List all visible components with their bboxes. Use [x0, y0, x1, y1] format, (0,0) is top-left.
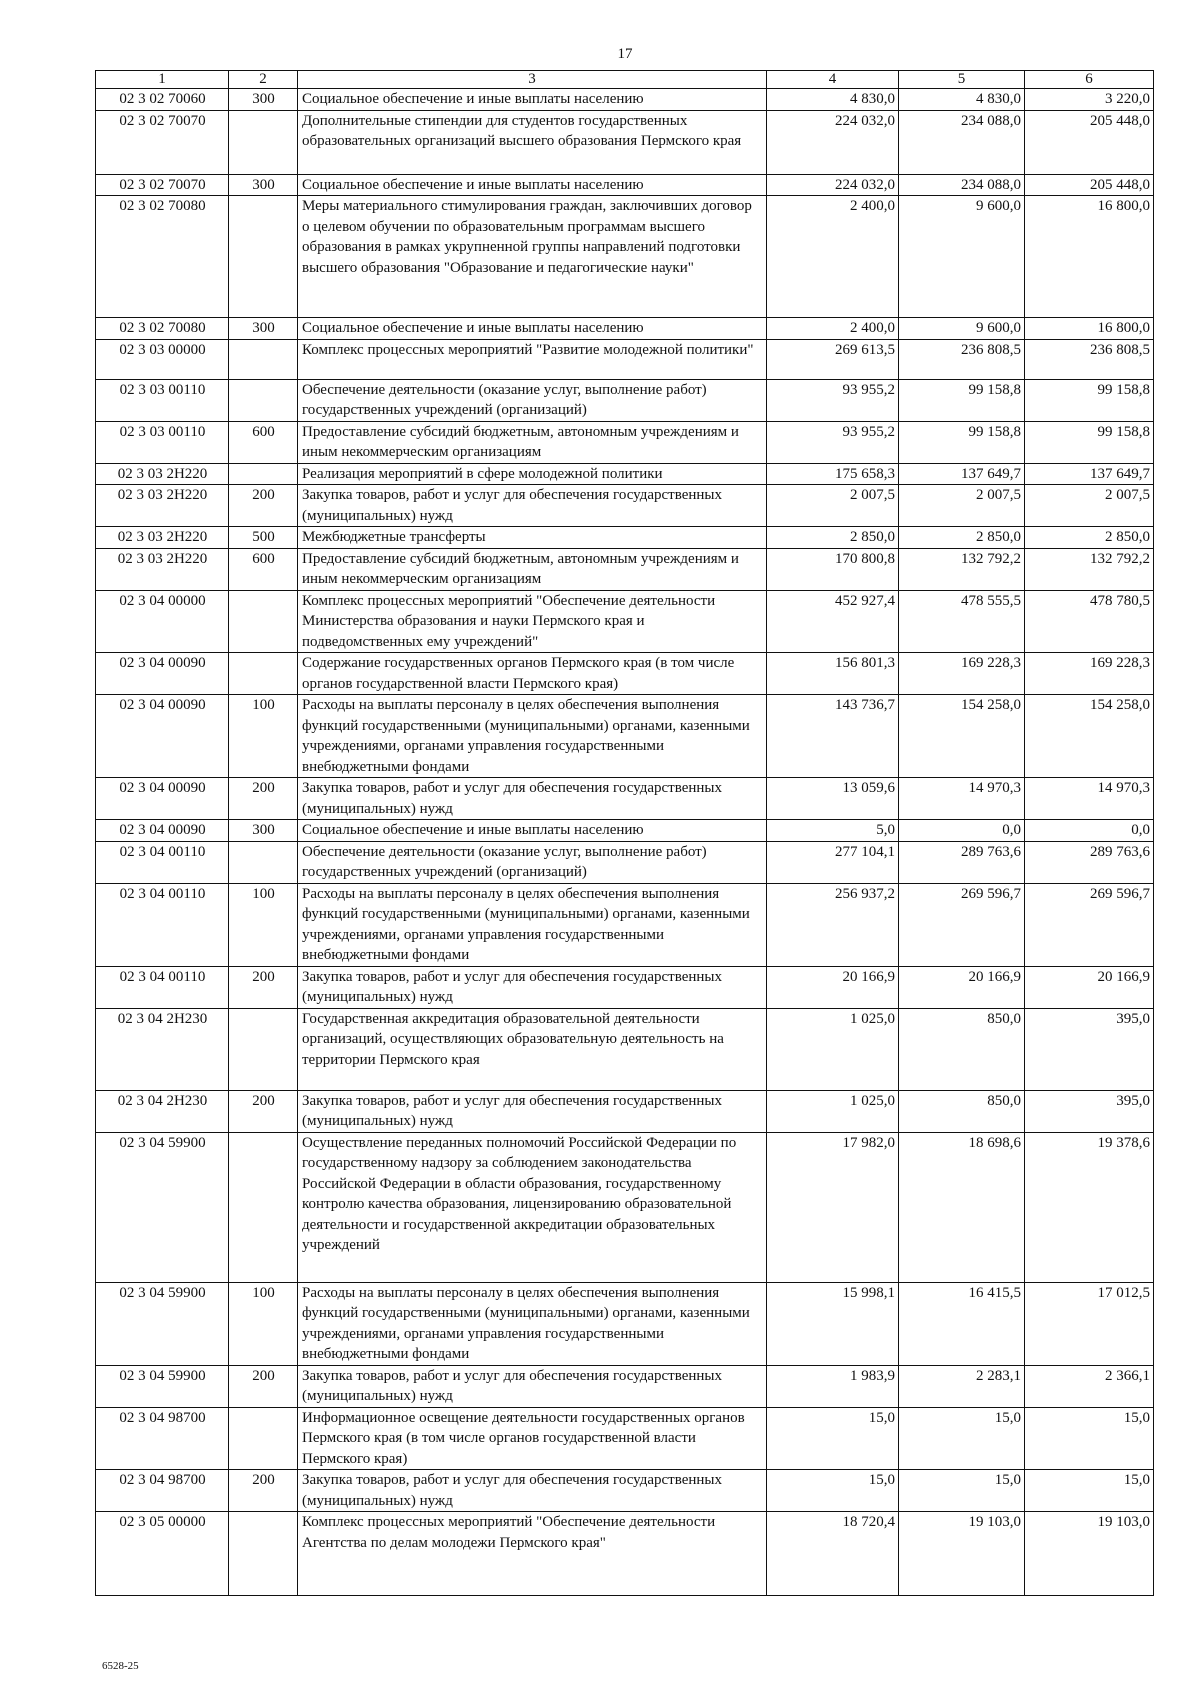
- cell-code: 02 3 02 70080: [96, 196, 229, 318]
- cell-value-col5: 234 088,0: [899, 174, 1025, 196]
- cell-code: 02 3 04 2Н230: [96, 1008, 229, 1090]
- cell-expense-type: [229, 590, 298, 653]
- cell-code: 02 3 04 98700: [96, 1407, 229, 1470]
- cell-expense-type: [229, 196, 298, 318]
- cell-expense-type: 200: [229, 1090, 298, 1132]
- table-row: [96, 110, 1154, 174]
- cell-value-col6: 205 448,0: [1025, 110, 1154, 174]
- cell-code: 02 3 04 98700: [96, 1470, 229, 1512]
- cell-code: 02 3 03 00110: [96, 379, 229, 421]
- cell-description: Содержание государственных органов Пермского края (в том числе органов государственной власти Пермского края): [298, 653, 767, 695]
- cell-value-col5: 19 103,0: [899, 1512, 1025, 1596]
- cell-code: 02 3 04 00090: [96, 695, 229, 778]
- cell-value-col5: 289 763,6: [899, 841, 1025, 883]
- table-row: [96, 527, 1154, 549]
- cell-code: 02 3 05 00000: [96, 1512, 229, 1596]
- cell-value-col4: 1 025,0: [767, 1090, 899, 1132]
- cell-value-col5: 16 415,5: [899, 1282, 1025, 1365]
- cell-value-col5: 154 258,0: [899, 695, 1025, 778]
- cell-code: 02 3 03 2Н220: [96, 527, 229, 549]
- cell-description: Социальное обеспечение и иные выплаты населению: [298, 820, 767, 842]
- table-row: [96, 196, 1154, 318]
- cell-value-col4: 256 937,2: [767, 883, 899, 966]
- cell-description: Социальное обеспечение и иные выплаты населению: [298, 174, 767, 196]
- cell-code: 02 3 04 59900: [96, 1365, 229, 1407]
- cell-description: Межбюджетные трансферты: [298, 527, 767, 549]
- cell-value-col4: 93 955,2: [767, 421, 899, 463]
- table-row: [96, 548, 1154, 590]
- cell-value-col5: 14 970,3: [899, 778, 1025, 820]
- column-header: 4: [767, 71, 899, 89]
- cell-code: 02 3 04 59900: [96, 1282, 229, 1365]
- cell-code: 02 3 04 00000: [96, 590, 229, 653]
- cell-expense-type: 300: [229, 89, 298, 111]
- cell-value-col5: 20 166,9: [899, 966, 1025, 1008]
- cell-expense-type: [229, 841, 298, 883]
- cell-value-col5: 18 698,6: [899, 1132, 1025, 1282]
- cell-description: Закупка товаров, работ и услуг для обеспечения государственных (муниципальных) нужд: [298, 778, 767, 820]
- cell-expense-type: 300: [229, 820, 298, 842]
- cell-value-col4: 15 998,1: [767, 1282, 899, 1365]
- cell-value-col6: 15,0: [1025, 1407, 1154, 1470]
- cell-expense-type: 200: [229, 966, 298, 1008]
- table-row: [96, 485, 1154, 527]
- cell-value-col5: 132 792,2: [899, 548, 1025, 590]
- cell-code: 02 3 02 70070: [96, 110, 229, 174]
- cell-description: Расходы на выплаты персоналу в целях обеспечения выполнения функций государственными (муниципальными) органами, казенными учреждениями, органами управления государственными внебюджетными фондами: [298, 1282, 767, 1365]
- table-row: [96, 778, 1154, 820]
- cell-code: 02 3 02 70070: [96, 174, 229, 196]
- cell-value-col4: 143 736,7: [767, 695, 899, 778]
- cell-value-col6: 289 763,6: [1025, 841, 1154, 883]
- table-row: [96, 463, 1154, 485]
- cell-expense-type: [229, 1008, 298, 1090]
- table-row: [96, 339, 1154, 379]
- cell-value-col6: 137 649,7: [1025, 463, 1154, 485]
- cell-value-col6: 19 103,0: [1025, 1512, 1154, 1596]
- cell-value-col6: 20 166,9: [1025, 966, 1154, 1008]
- cell-value-col6: 2 850,0: [1025, 527, 1154, 549]
- document-code: 6528-25: [102, 1660, 139, 1672]
- cell-value-col5: 15,0: [899, 1407, 1025, 1470]
- cell-value-col4: 2 850,0: [767, 527, 899, 549]
- cell-description: Расходы на выплаты персоналу в целях обеспечения выполнения функций государственными (муниципальными) органами, казенными учреждениями, органами управления государственными внебюджетными фондами: [298, 883, 767, 966]
- cell-expense-type: 600: [229, 421, 298, 463]
- cell-value-col5: 4 830,0: [899, 89, 1025, 111]
- cell-expense-type: 100: [229, 695, 298, 778]
- cell-code: 02 3 03 00110: [96, 421, 229, 463]
- cell-code: 02 3 02 70060: [96, 89, 229, 111]
- cell-value-col4: 1 983,9: [767, 1365, 899, 1407]
- cell-expense-type: 100: [229, 1282, 298, 1365]
- cell-value-col4: 20 166,9: [767, 966, 899, 1008]
- cell-description: Дополнительные стипендии для студентов государственных образовательных организаций высшего образования Пермского края: [298, 110, 767, 174]
- cell-value-col4: 269 613,5: [767, 339, 899, 379]
- cell-description: Социальное обеспечение и иные выплаты населению: [298, 318, 767, 340]
- cell-description: Комплекс процессных мероприятий "Развитие молодежной политики": [298, 339, 767, 379]
- cell-value-col4: 2 007,5: [767, 485, 899, 527]
- cell-value-col5: 850,0: [899, 1090, 1025, 1132]
- cell-value-col6: 154 258,0: [1025, 695, 1154, 778]
- cell-value-col5: 9 600,0: [899, 318, 1025, 340]
- cell-value-col5: 169 228,3: [899, 653, 1025, 695]
- cell-code: 02 3 04 00110: [96, 966, 229, 1008]
- cell-value-col6: 3 220,0: [1025, 89, 1154, 111]
- cell-value-col5: 9 600,0: [899, 196, 1025, 318]
- cell-description: Меры материального стимулирования граждан, заключивших договор о целевом обучении по образовательным программам высшего образования в рамках укрупненной группы направлений подготовки высшего образования "Образование и педагогические науки": [298, 196, 767, 318]
- cell-description: Обеспечение деятельности (оказание услуг, выполнение работ) государственных учреждений (организаций): [298, 841, 767, 883]
- cell-description: Информационное освещение деятельности государственных органов Пермского края (в том числе органов государственной власти Пермского края): [298, 1407, 767, 1470]
- cell-value-col4: 1 025,0: [767, 1008, 899, 1090]
- cell-expense-type: [229, 463, 298, 485]
- cell-value-col6: 236 808,5: [1025, 339, 1154, 379]
- cell-description: Предоставление субсидий бюджетным, автономным учреждениям и иным некоммерческим организациям: [298, 421, 767, 463]
- table-header-row: [96, 71, 1154, 89]
- table-row: [96, 1008, 1154, 1090]
- cell-expense-type: [229, 339, 298, 379]
- cell-value-col6: 17 012,5: [1025, 1282, 1154, 1365]
- cell-expense-type: 100: [229, 883, 298, 966]
- cell-value-col4: 15,0: [767, 1407, 899, 1470]
- cell-value-col4: 2 400,0: [767, 318, 899, 340]
- cell-value-col5: 236 808,5: [899, 339, 1025, 379]
- cell-expense-type: [229, 1132, 298, 1282]
- column-header: 3: [298, 71, 767, 89]
- budget-table: [95, 70, 1154, 1596]
- cell-expense-type: [229, 1407, 298, 1470]
- cell-value-col4: 452 927,4: [767, 590, 899, 653]
- cell-code: 02 3 04 59900: [96, 1132, 229, 1282]
- cell-value-col5: 2 283,1: [899, 1365, 1025, 1407]
- cell-value-col6: 169 228,3: [1025, 653, 1154, 695]
- cell-expense-type: 300: [229, 318, 298, 340]
- cell-value-col6: 269 596,7: [1025, 883, 1154, 966]
- cell-code: 02 3 04 2Н230: [96, 1090, 229, 1132]
- cell-description: Осуществление переданных полномочий Российской Федерации по государственному надзору за соблюдением законодательства Российской Федерации в области образования, государственному контролю качества образования, лицензированию образовательной деятельности и государственной аккредитации образовательных учреждений: [298, 1132, 767, 1282]
- cell-description: Предоставление субсидий бюджетным, автономным учреждениям и иным некоммерческим организациям: [298, 548, 767, 590]
- cell-value-col5: 478 555,5: [899, 590, 1025, 653]
- cell-value-col4: 224 032,0: [767, 174, 899, 196]
- cell-code: 02 3 04 00090: [96, 653, 229, 695]
- cell-value-col6: 0,0: [1025, 820, 1154, 842]
- cell-expense-type: 200: [229, 1470, 298, 1512]
- cell-description: Закупка товаров, работ и услуг для обеспечения государственных (муниципальных) нужд: [298, 1365, 767, 1407]
- table-row: [96, 966, 1154, 1008]
- column-header: 2: [229, 71, 298, 89]
- cell-code: 02 3 03 2Н220: [96, 485, 229, 527]
- cell-code: 02 3 04 00110: [96, 883, 229, 966]
- column-header: 1: [96, 71, 229, 89]
- cell-value-col4: 224 032,0: [767, 110, 899, 174]
- cell-code: 02 3 03 00000: [96, 339, 229, 379]
- cell-description: Реализация мероприятий в сфере молодежной политики: [298, 463, 767, 485]
- cell-description: Обеспечение деятельности (оказание услуг, выполнение работ) государственных учреждений (организаций): [298, 379, 767, 421]
- cell-value-col6: 15,0: [1025, 1470, 1154, 1512]
- cell-value-col6: 2 366,1: [1025, 1365, 1154, 1407]
- cell-expense-type: [229, 379, 298, 421]
- cell-code: 02 3 02 70080: [96, 318, 229, 340]
- table-row: [96, 421, 1154, 463]
- cell-value-col5: 2 850,0: [899, 527, 1025, 549]
- table-row: [96, 1282, 1154, 1365]
- cell-description: Государственная аккредитация образовательной деятельности организаций, осуществляющих образовательную деятельность на территории Пермского края: [298, 1008, 767, 1090]
- table-row: [96, 1407, 1154, 1470]
- cell-code: 02 3 04 00090: [96, 778, 229, 820]
- table-row: [96, 174, 1154, 196]
- cell-value-col4: 17 982,0: [767, 1132, 899, 1282]
- cell-value-col4: 156 801,3: [767, 653, 899, 695]
- table-row: [96, 318, 1154, 340]
- cell-value-col6: 205 448,0: [1025, 174, 1154, 196]
- cell-value-col6: 395,0: [1025, 1090, 1154, 1132]
- cell-description: Расходы на выплаты персоналу в целях обеспечения выполнения функций государственными (муниципальными) органами, казенными учреждениями, органами управления государственными внебюджетными фондами: [298, 695, 767, 778]
- table-body: [96, 89, 1154, 1596]
- cell-value-col5: 2 007,5: [899, 485, 1025, 527]
- cell-description: Закупка товаров, работ и услуг для обеспечения государственных (муниципальных) нужд: [298, 485, 767, 527]
- table-row: [96, 841, 1154, 883]
- cell-expense-type: 200: [229, 1365, 298, 1407]
- cell-value-col5: 15,0: [899, 1470, 1025, 1512]
- cell-value-col5: 99 158,8: [899, 379, 1025, 421]
- cell-value-col5: 269 596,7: [899, 883, 1025, 966]
- cell-value-col5: 99 158,8: [899, 421, 1025, 463]
- cell-code: 02 3 04 00090: [96, 820, 229, 842]
- cell-value-col6: 14 970,3: [1025, 778, 1154, 820]
- cell-value-col6: 16 800,0: [1025, 318, 1154, 340]
- cell-expense-type: 200: [229, 485, 298, 527]
- table-row: [96, 653, 1154, 695]
- cell-code: 02 3 03 2Н220: [96, 548, 229, 590]
- cell-value-col4: 4 830,0: [767, 89, 899, 111]
- cell-value-col4: 5,0: [767, 820, 899, 842]
- cell-code: 02 3 03 2Н220: [96, 463, 229, 485]
- cell-value-col6: 99 158,8: [1025, 421, 1154, 463]
- cell-value-col4: 175 658,3: [767, 463, 899, 485]
- cell-value-col5: 234 088,0: [899, 110, 1025, 174]
- page-number: 17: [617, 46, 633, 62]
- cell-expense-type: 300: [229, 174, 298, 196]
- cell-expense-type: [229, 1512, 298, 1596]
- cell-value-col4: 15,0: [767, 1470, 899, 1512]
- cell-description: Закупка товаров, работ и услуг для обеспечения государственных (муниципальных) нужд: [298, 966, 767, 1008]
- table-row: [96, 1365, 1154, 1407]
- table-row: [96, 89, 1154, 111]
- cell-value-col6: 16 800,0: [1025, 196, 1154, 318]
- column-header: 5: [899, 71, 1025, 89]
- table-row: [96, 379, 1154, 421]
- table-row: [96, 1512, 1154, 1596]
- cell-value-col4: 93 955,2: [767, 379, 899, 421]
- cell-value-col6: 2 007,5: [1025, 485, 1154, 527]
- cell-code: 02 3 04 00110: [96, 841, 229, 883]
- cell-value-col6: 478 780,5: [1025, 590, 1154, 653]
- cell-expense-type: 200: [229, 778, 298, 820]
- cell-value-col6: 132 792,2: [1025, 548, 1154, 590]
- cell-value-col6: 395,0: [1025, 1008, 1154, 1090]
- cell-expense-type: [229, 110, 298, 174]
- cell-value-col6: 19 378,6: [1025, 1132, 1154, 1282]
- table-row: [96, 1470, 1154, 1512]
- cell-expense-type: [229, 653, 298, 695]
- cell-value-col5: 137 649,7: [899, 463, 1025, 485]
- table-row: [96, 590, 1154, 653]
- cell-expense-type: 600: [229, 548, 298, 590]
- column-header: 6: [1025, 71, 1154, 89]
- cell-value-col6: 99 158,8: [1025, 379, 1154, 421]
- cell-description: Закупка товаров, работ и услуг для обеспечения государственных (муниципальных) нужд: [298, 1090, 767, 1132]
- cell-expense-type: 500: [229, 527, 298, 549]
- cell-description: Закупка товаров, работ и услуг для обеспечения государственных (муниципальных) нужд: [298, 1470, 767, 1512]
- cell-value-col4: 2 400,0: [767, 196, 899, 318]
- cell-value-col4: 277 104,1: [767, 841, 899, 883]
- cell-description: Комплекс процессных мероприятий "Обеспечение деятельности Министерства образования и науки Пермского края и подведомственных ему учреждений": [298, 590, 767, 653]
- table-row: [96, 1132, 1154, 1282]
- table-row: [96, 883, 1154, 966]
- cell-description: Социальное обеспечение и иные выплаты населению: [298, 89, 767, 111]
- cell-value-col5: 0,0: [899, 820, 1025, 842]
- table-row: [96, 820, 1154, 842]
- cell-value-col4: 13 059,6: [767, 778, 899, 820]
- cell-value-col5: 850,0: [899, 1008, 1025, 1090]
- table-row: [96, 695, 1154, 778]
- cell-description: Комплекс процессных мероприятий "Обеспечение деятельности Агентства по делам молодежи Пермского края": [298, 1512, 767, 1596]
- cell-value-col4: 18 720,4: [767, 1512, 899, 1596]
- cell-value-col4: 170 800,8: [767, 548, 899, 590]
- table-row: [96, 1090, 1154, 1132]
